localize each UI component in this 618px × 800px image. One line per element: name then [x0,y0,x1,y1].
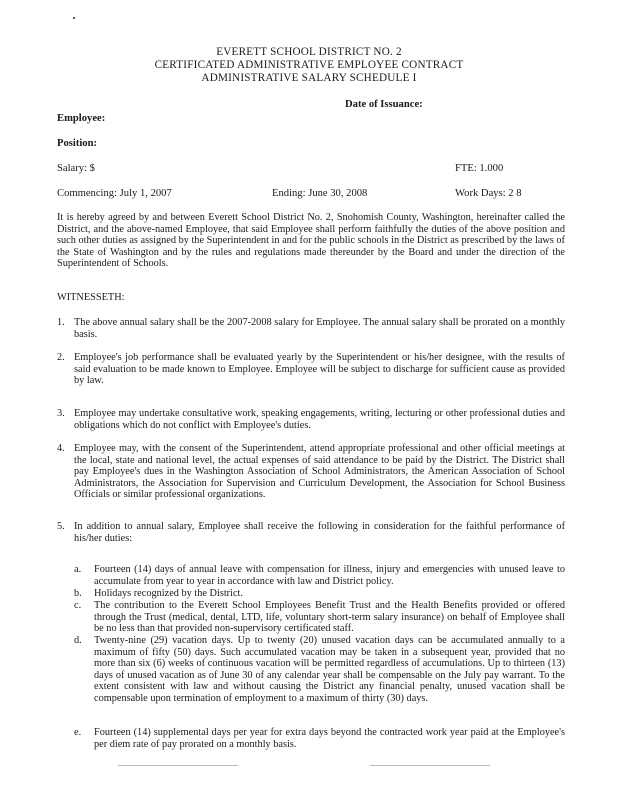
sub-item-text: Fourteen (14) days of annual leave with compensation for illness, injury and emergencies with unused leave to accumulate from year to year in accordance with law and District policy. [94,564,565,587]
intro-paragraph: It is hereby agreed by and between Everett School District No. 2, Snohomish County, Washington, hereinafter called the District, and the above-named Employee, that said Employee shall perform faithfully the duties of the above position and such other duties as assigned by the Superintendent in and for the public schools in the District as prescribed by the laws of the State of Washington and by the rules and regulations made thereunder by the Board and under the direction of the Superintendent of Schools. [57,212,565,270]
footer-rule-left [118,765,238,766]
item-text: Employee may undertake consultative work, speaking engagements, writing, lecturing or other professional duties and obligations which do not conflict with Employee's duties. [74,408,565,431]
salary-label: Salary: $ [57,163,95,174]
item-text: Employee's job performance shall be evaluated yearly by the Superintendent or his/her designee, with the results of said evaluation to be made known to Employee. Employee will be subject to discharge for sufficient cause as provided by law. [74,352,565,387]
district-title: EVERETT SCHOOL DISTRICT NO. 2 [216,46,402,58]
item-number: 4. [57,443,65,454]
ending-label: Ending: June 30, 2008 [272,188,368,199]
item-number: 5. [57,521,65,532]
document-header [0,46,618,85]
employee-label: Employee: [57,113,106,124]
item-number: 3. [57,408,65,419]
sub-item-letter: b. [74,588,82,599]
item-text: Employee may, with the consent of the Superintendent, attend appropriate professional and other official meetings at the local, state and national level, the actual expenses of said attendance to be paid by the District. The District shall pay Employee's dues in the Washington Association of School Administrators, the American Association of School Administrators, the Association for Supervision and Curriculum Development, the Association for School Business Officials or similar professional organizations. [74,443,565,501]
date-of-issuance-label: Date of Issuance: [345,99,423,110]
position-label: Position: [57,138,98,149]
sub-item-letter: c. [74,600,82,611]
contract-title: CERTIFICATED ADMINISTRATIVE EMPLOYEE CONTRACT [154,59,464,71]
item-number: 1. [57,317,65,328]
sub-item-letter: d. [74,635,82,646]
sub-item-text: Fourteen (14) supplemental days per year for extra days beyond the contracted work year paid at the Employee's per diem rate of pay prorated on a monthly basis. [94,727,565,750]
sub-item-letter: a. [74,564,82,575]
schedule-title: ADMINISTRATIVE SALARY SCHEDULE I [201,72,417,84]
witnesseth-heading: WITNESSETH: [57,292,125,303]
fte-label: FTE: 1.000 [455,163,504,174]
scan-mark [73,17,75,19]
sub-item-text: Twenty-nine (29) vacation days. Up to twenty (20) unused vacation days can be accumulated annually to a maximum of fifty (50) days. Such accumulated vacation may be taken in a subsequent year, provided that no more than six (6) weeks of continuous vacation will be permitted regardless of accumulations. Up to thirteen (13) days of unused vacation as of June 30 of any calendar year shall be compensable on the July pay warrant. To the extent consistent with law and without causing the District any financial penalty, unused vacation shall be compensable upon termination of employment to a maximum of thirty (30) days. [94,635,565,704]
sub-item-letter: e. [74,727,82,738]
item-number: 2. [57,352,65,363]
sub-item-text: The contribution to the Everett School Employees Benefit Trust and the Health Benefits provided or offered through the Trust (medical, dental, LTD, life, voluntary short-term salary insurance) on behalf of Employee shall be no less than that provided non-supervisory certificated staff. [94,600,565,635]
sub-item-text: Holidays recognized by the District. [94,588,243,599]
item-text: The above annual salary shall be the 2007-2008 salary for Employee. The annual salary shall be prorated on a monthly basis. [74,317,565,340]
work-days-label: Work Days: 2 8 [455,188,522,199]
footer-rule-right [370,765,490,766]
item-text: In addition to annual salary, Employee shall receive the following in consideration for the faithful performance of his/her duties: [74,521,565,544]
commencing-label: Commencing: July 1, 2007 [57,188,172,199]
